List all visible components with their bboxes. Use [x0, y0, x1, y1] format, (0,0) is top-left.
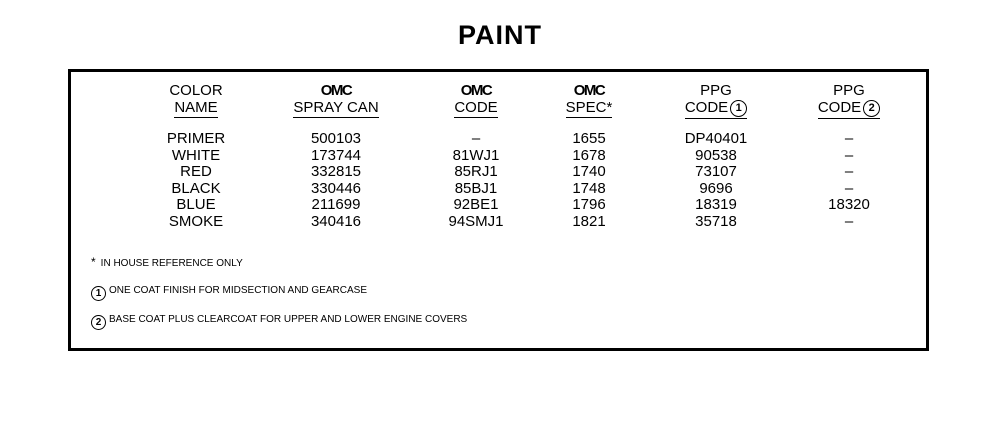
- column-header-line2: CODE: [454, 99, 498, 116]
- footnote: [91, 314, 467, 328]
- column-cells: [256, 131, 416, 230]
- column-header-line2: SPEC*: [565, 99, 613, 116]
- table-cell: –: [844, 179, 854, 197]
- table-cell: PRIMER: [166, 130, 226, 147]
- table-cell: WHITE: [171, 146, 221, 164]
- table-cell: 211699: [311, 196, 361, 213]
- table-cell: 90538: [695, 146, 737, 164]
- column-header-line2: SPRAY CAN: [293, 99, 379, 116]
- table-cell: 73107: [695, 163, 737, 180]
- asterisk-marker: *: [91, 255, 96, 269]
- table-cell: 9696: [699, 179, 733, 197]
- table-cell: 35718: [695, 212, 737, 230]
- circled-number-icon: 1: [730, 100, 747, 117]
- table-cell: 1796: [572, 196, 606, 213]
- table-cell: 1678: [572, 146, 606, 164]
- column-header-line1: PPG: [833, 82, 865, 99]
- table-cell: 94SMJ1: [448, 212, 504, 230]
- table-cell: 330446: [310, 179, 362, 197]
- table-cell: 81WJ1: [452, 146, 500, 164]
- table-cell: 85RJ1: [454, 163, 498, 180]
- table-cell: 173744: [310, 146, 362, 164]
- table-cell: BLUE: [176, 196, 216, 213]
- table-cell: 332815: [310, 163, 362, 180]
- table-cell: 1655: [572, 130, 606, 147]
- column-header-line1: PPG: [700, 82, 732, 99]
- column-cells: [116, 131, 276, 230]
- table-cell: –: [844, 130, 854, 147]
- column-header-line1: OMC: [460, 82, 492, 99]
- circled-number-icon: 2: [91, 315, 106, 330]
- table-cell: –: [844, 146, 854, 164]
- footnotes: [91, 256, 467, 343]
- table-cell: RED: [180, 163, 212, 180]
- footnote-text: BASE COAT PLUS CLEARCOAT FOR UPPER AND LOWER ENGINE COVERS: [109, 314, 468, 325]
- table-cell: 1821: [572, 212, 606, 230]
- table-cell: –: [471, 130, 481, 147]
- table-cell: 18320: [828, 196, 870, 213]
- table-cell: DP40401: [684, 130, 748, 147]
- table-cell: 18319: [695, 196, 737, 213]
- column-header-line2: CODE 2: [818, 99, 880, 119]
- column-header: [256, 82, 416, 118]
- table-cell: 92BE1: [453, 196, 499, 213]
- column-cells: [769, 131, 929, 230]
- table-cell: 500103: [310, 130, 362, 147]
- circled-number-icon: 2: [863, 100, 880, 117]
- page-title: PAINT: [458, 20, 542, 50]
- table-cell: 85BJ1: [454, 179, 498, 197]
- table-cell: –: [844, 212, 854, 230]
- paint-table-box: [68, 69, 929, 351]
- table-cell: SMOKE: [168, 212, 224, 230]
- column-header-line1: OMC: [320, 82, 352, 99]
- footnote-text: ONE COAT FINISH FOR MIDSECTION AND GEARCASE: [109, 285, 367, 296]
- table-cell: 1740: [572, 163, 606, 180]
- column-header: [769, 82, 929, 119]
- table-cell: –: [844, 163, 854, 180]
- column-header: [116, 82, 276, 118]
- column-header-line2: CODE 1: [685, 99, 747, 119]
- table-cell: 340416: [310, 212, 362, 230]
- circled-number-icon: 1: [91, 286, 106, 301]
- column-header-line1: COLOR: [169, 82, 223, 99]
- column-header-line2: NAME: [174, 99, 218, 116]
- footnote: [91, 256, 467, 270]
- footnote-text: IN HOUSE REFERENCE ONLY: [100, 258, 243, 269]
- table-cell: BLACK: [171, 179, 221, 197]
- table-cell: 1748: [572, 179, 606, 197]
- column-header-line1: OMC: [573, 82, 605, 99]
- footnote: [91, 285, 467, 299]
